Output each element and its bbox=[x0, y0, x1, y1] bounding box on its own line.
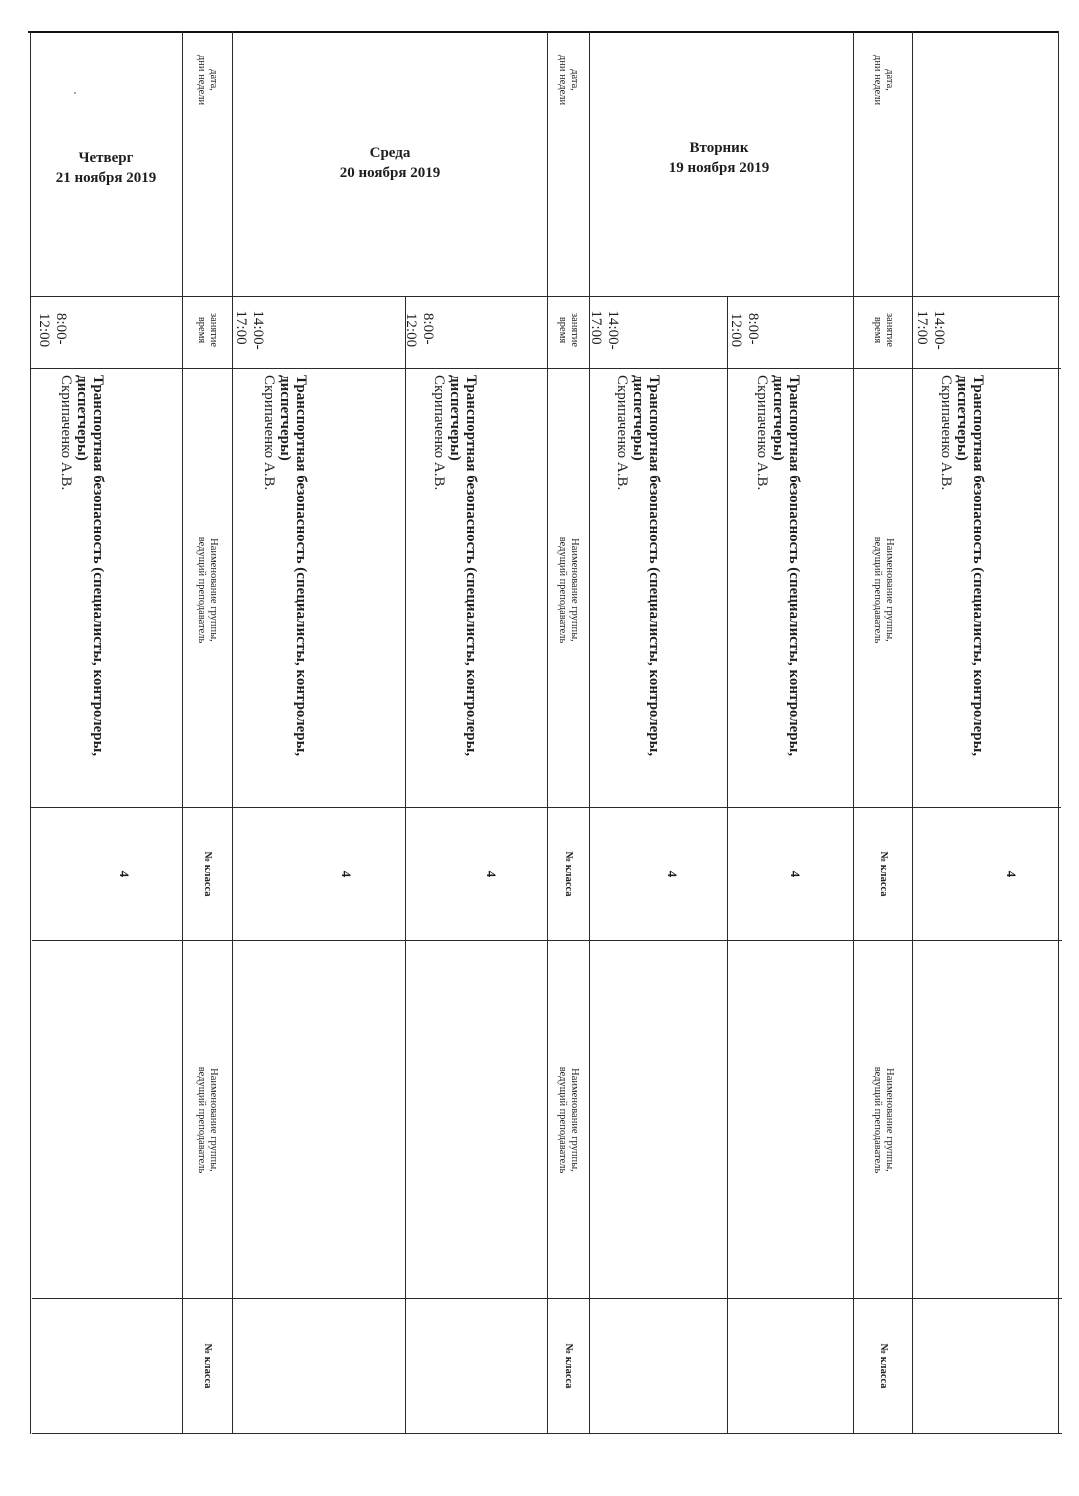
col-line-f bbox=[727, 296, 728, 1434]
course-title: Транспортная безопасность (специалисты, контролеры, диспетчеры) bbox=[770, 375, 802, 757]
day-tuesday-date: 19 ноября 2019 bbox=[668, 160, 770, 176]
col-line-g bbox=[853, 31, 854, 1434]
header-room-1: № класса bbox=[878, 851, 889, 897]
day-thursday bbox=[56, 148, 156, 188]
course-title: Транспортная безопасность (специалисты, контролеры, диспетчеры) bbox=[630, 375, 662, 757]
header-group-teacher-2: Наименование группы, ведущий преподаватель bbox=[557, 536, 580, 644]
entry-wednesday-morning bbox=[431, 375, 479, 805]
time-monday-afternoon: 14:00- 17:00 bbox=[914, 310, 947, 350]
day-tuesday bbox=[669, 138, 769, 178]
entry-monday-afternoon bbox=[938, 375, 986, 805]
header-time-1: занятие время bbox=[872, 312, 895, 348]
col-line-h bbox=[912, 31, 913, 1434]
header-date-day-2: дата, дни недели bbox=[557, 54, 580, 106]
room-thursday-morning: 4 bbox=[117, 870, 132, 878]
entry-thursday-morning bbox=[58, 375, 106, 805]
header-room-3: № класса bbox=[202, 851, 213, 897]
header-group-teacher-1: Наименование группы, ведущий преподаватель bbox=[872, 536, 895, 644]
course-teacher: Скрипаченко А.В. bbox=[58, 375, 74, 491]
time-thursday-morning: 8:00- 12:00 bbox=[36, 312, 69, 348]
col-line-d bbox=[547, 31, 548, 1434]
entry-tuesday-afternoon bbox=[614, 375, 662, 805]
col-line-left bbox=[30, 31, 31, 1434]
day-thursday-name: Четверг bbox=[78, 150, 134, 166]
room-tuesday-morning: 4 bbox=[788, 870, 803, 878]
day-wednesday-date: 20 ноября 2019 bbox=[339, 165, 441, 181]
day-thursday-date: 21 ноября 2019 bbox=[55, 170, 157, 186]
scan-speck bbox=[74, 92, 76, 94]
col-line-e bbox=[589, 31, 590, 1434]
row-line-2 bbox=[31, 368, 1061, 369]
course-title: Транспортная безопасность (специалисты, контролеры, диспетчеры) bbox=[954, 375, 986, 757]
header-group-teacher-5: Наименование группы, ведущий преподаватель bbox=[557, 1066, 580, 1174]
day-wednesday-name: Среда bbox=[369, 145, 411, 161]
col-line-c bbox=[405, 296, 406, 1434]
course-title: Транспортная безопасность (специалисты, контролеры, диспетчеры) bbox=[74, 375, 106, 757]
time-wednesday-morning: 8:00- 12:00 bbox=[403, 312, 436, 348]
room-tuesday-afternoon: 4 bbox=[665, 870, 680, 878]
day-wednesday bbox=[340, 143, 440, 183]
row-line-1 bbox=[30, 296, 1060, 297]
header-room-6: № класса bbox=[202, 1343, 213, 1389]
header-room-5: № класса bbox=[563, 1343, 574, 1389]
course-teacher: Скрипаченко А.В. bbox=[754, 375, 770, 491]
time-tuesday-morning: 8:00- 12:00 bbox=[728, 312, 761, 348]
course-title: Транспортная безопасность (специалисты, контролеры, диспетчеры) bbox=[277, 375, 309, 757]
row-line-3 bbox=[31, 807, 1061, 808]
header-date-day-3: дата, дни недели bbox=[196, 54, 219, 106]
header-room-2: № класса bbox=[563, 851, 574, 897]
course-title: Транспортная безопасность (специалисты, контролеры, диспетчеры) bbox=[447, 375, 479, 757]
time-tuesday-afternoon: 14:00- 17:00 bbox=[588, 310, 621, 350]
course-teacher: Скрипаченко А.В. bbox=[431, 375, 447, 491]
col-line-right bbox=[1058, 31, 1059, 1434]
room-monday-afternoon: 4 bbox=[1004, 870, 1019, 878]
course-teacher: Скрипаченко А.В. bbox=[614, 375, 630, 491]
course-teacher: Скрипаченко А.В. bbox=[261, 375, 277, 491]
room-wednesday-afternoon: 4 bbox=[339, 870, 354, 878]
header-group-teacher-6: Наименование группы, ведущий преподаватель bbox=[196, 1066, 219, 1174]
header-group-teacher-3: Наименование группы, ведущий преподаватель bbox=[196, 536, 219, 644]
col-line-a bbox=[182, 31, 183, 1434]
entry-tuesday-morning bbox=[754, 375, 802, 805]
day-tuesday-name: Вторник bbox=[689, 140, 749, 156]
header-date-day-1: дата, дни недели bbox=[872, 54, 895, 106]
header-time-3: занятие время bbox=[196, 312, 219, 348]
col-line-b bbox=[232, 31, 233, 1434]
entry-wednesday-afternoon bbox=[261, 375, 309, 805]
header-time-2: занятие время bbox=[557, 312, 580, 348]
room-wednesday-morning: 4 bbox=[484, 870, 499, 878]
course-teacher: Скрипаченко А.В. bbox=[938, 375, 954, 491]
header-room-4: № класса bbox=[878, 1343, 889, 1389]
time-wednesday-afternoon: 14:00- 17:00 bbox=[233, 310, 266, 350]
header-group-teacher-4: Наименование группы, ведущий преподаватель bbox=[872, 1066, 895, 1174]
